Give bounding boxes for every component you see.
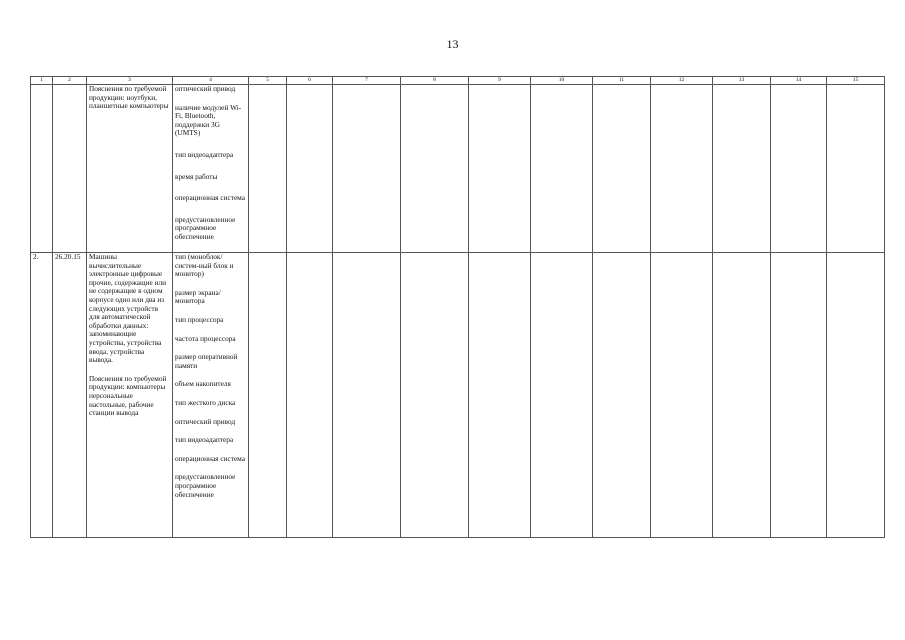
empty-cell: [771, 253, 827, 538]
empty-cell: [287, 253, 333, 538]
column-header: 4: [173, 77, 249, 85]
characteristic-item: операционная система: [175, 193, 245, 203]
description-text: Машины вычислительные электронные цифровые прочие, содержащие или не содержащие в одном корпусе одно или два из следующих устройств для автоматической обработки данных: запоминающие устройства, устройства ввода, устройства вывода.: [89, 252, 167, 365]
column-header: 14: [771, 77, 827, 85]
table-row: [31, 253, 885, 538]
empty-cell: [531, 85, 593, 253]
empty-cell: [469, 85, 531, 253]
characteristic-item: тип видеоадаптера: [175, 435, 234, 445]
product-description-cell: [87, 253, 173, 538]
characteristic-item: размер экрана/монитора: [175, 287, 221, 306]
column-header: 10: [531, 77, 593, 85]
okpd-code-cell: 26.20.15: [53, 253, 87, 538]
characteristic-item: тип жесткого диска: [175, 397, 236, 407]
characteristic-item: тип процессора: [175, 314, 224, 324]
okpd-code-cell: [53, 85, 87, 253]
characteristic-item: предустановленное программное обеспечение: [175, 472, 236, 499]
characteristic-item: предустановленное программное обеспечение: [175, 214, 236, 241]
characteristics-cell: [173, 85, 249, 253]
product-description-cell: [87, 85, 173, 253]
empty-cell: [333, 85, 401, 253]
empty-cell: [827, 85, 885, 253]
column-header: 13: [713, 77, 771, 85]
empty-cell: [401, 85, 469, 253]
characteristic-item: операционная система: [175, 453, 245, 463]
page-number: 13: [446, 37, 459, 51]
requirements-table: [30, 76, 885, 538]
empty-cell: [249, 253, 287, 538]
table-row: [31, 85, 885, 253]
empty-cell: [531, 253, 593, 538]
empty-cell: [593, 85, 651, 253]
column-header: 8: [401, 77, 469, 85]
empty-cell: [827, 253, 885, 538]
characteristic-item: наличие модулей Wi-Fi, Bluetooth, поддержки 3G (UMTS): [175, 102, 242, 138]
column-header: 3: [87, 77, 173, 85]
column-header: 9: [469, 77, 531, 85]
column-header: 15: [827, 77, 885, 85]
characteristic-item: частота процессора: [175, 333, 236, 343]
empty-cell: [469, 253, 531, 538]
row-number-cell: [31, 85, 53, 253]
empty-cell: [593, 253, 651, 538]
column-header: 2: [53, 77, 87, 85]
characteristic-item: оптический привод: [175, 84, 236, 93]
empty-cell: [771, 85, 827, 253]
row-number-cell: 2.: [31, 253, 53, 538]
characteristic-item: время работы: [175, 171, 218, 181]
characteristic-item: тип (моноблок/систем-ный блок и монитор): [175, 252, 234, 279]
description-text: Пояснения по требуемой продукции: ноутбуки, планшетные компьютеры: [89, 84, 169, 111]
empty-cell: [651, 85, 713, 253]
empty-cell: [287, 85, 333, 253]
empty-cell: [651, 253, 713, 538]
empty-cell: [333, 253, 401, 538]
empty-cell: [401, 253, 469, 538]
characteristic-item: тип видеоадаптера: [175, 149, 234, 159]
column-header: 7: [333, 77, 401, 85]
characteristic-item: объем накопителя: [175, 379, 231, 389]
characteristic-item: оптический привод: [175, 416, 236, 426]
column-header: 1: [31, 77, 53, 85]
column-header: 6: [287, 77, 333, 85]
column-header: 5: [249, 77, 287, 85]
empty-cell: [249, 85, 287, 253]
empty-cell: [713, 85, 771, 253]
description-text: Пояснения по требуемой продукции: компьютеры персональные настольные, рабочие станции вывода: [89, 373, 167, 418]
column-header: 11: [593, 77, 651, 85]
characteristics-cell: [173, 253, 249, 538]
column-header: 12: [651, 77, 713, 85]
characteristic-item: размер оперативной памяти: [175, 352, 238, 370]
empty-cell: [713, 253, 771, 538]
